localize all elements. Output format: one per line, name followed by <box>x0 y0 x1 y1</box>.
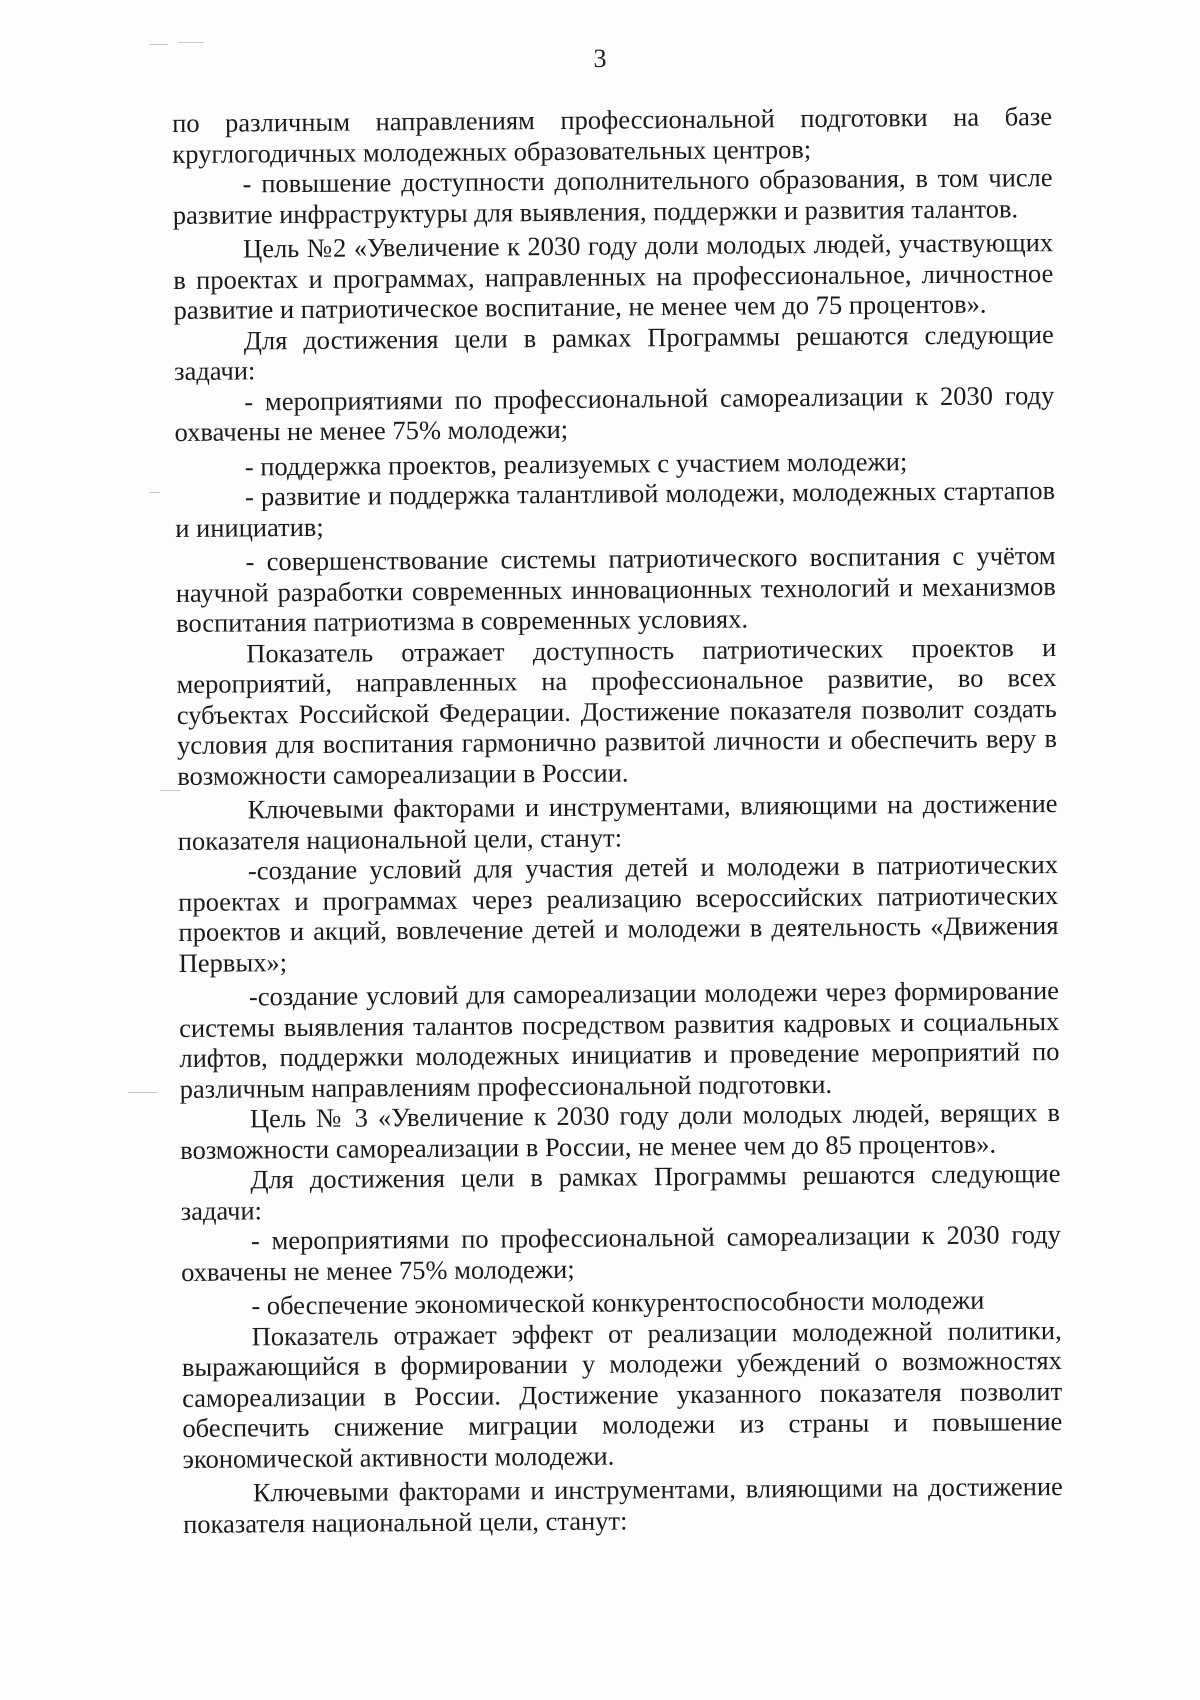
list-item: - мероприятиями по профессиональной самореализации к 2030 году охвачены не менее 75% молодежи; <box>181 1219 1061 1287</box>
goal-3-paragraph: Цель № 3 «Увеличение к 2030 году доли молодых людей, верящих в возможности самореализации в России, не менее чем до 85 процентов». <box>180 1097 1061 1165</box>
list-item: -создание условий для самореализации молодежи через формирование системы выявления талантов посредством развития кадровых и социальных лифтов, поддержки молодежных инициатив и проведение мероприятий по различным направлениям профессиональной подготовки. <box>179 975 1060 1104</box>
key-factors-paragraph: Ключевыми факторами и инструментами, влияющими на достижение показателя национальной цели, станут: <box>177 788 1058 856</box>
scan-speck <box>178 42 204 43</box>
indicator-paragraph: Показатель отражает эффект от реализации молодежной политики, выражающийся в формировании у молодежи убеждений о возможностях самореализации в России. Достижение указанного показателя позволит обеспечить снижение миграции молодежи из страны и повышение экономической активности молодежи. <box>181 1314 1063 1474</box>
document-body <box>172 101 1063 1539</box>
paragraph-continuation: по различным направлениям профессиональной подготовки на базе круглогодичных молодежных образовательных центров; <box>172 101 1053 169</box>
scan-speck <box>150 492 160 493</box>
list-item: - развитие и поддержка талантливой молодежи, молодежных стартапов и инициатив; <box>175 475 1056 543</box>
scan-speck <box>128 1092 158 1093</box>
page-number: 3 <box>593 44 607 73</box>
list-item: -создание условий для участия детей и молодежи в патриотических проектах и программах через реализацию всероссийских патриотических проектов и акций, вовлечение детей и молодежи в деятельность «Движения Первых»; <box>178 849 1059 978</box>
tasks-intro: Для достижения цели в рамках Программы решаются следующие задачи: <box>180 1158 1061 1226</box>
tasks-intro: Для достижения цели в рамках Программы решаются следующие задачи: <box>173 318 1054 386</box>
key-factors-paragraph: Ключевыми факторами и инструментами, влияющими на достижение показателя национальной цели, станут: <box>182 1471 1063 1539</box>
indicator-paragraph: Показатель отражает доступность патриотических проектов и мероприятий, направленных на профессиональное развитие, во всех субъектах Российской Федерации. Достижение показателя позволит создать условия для воспитания гармонично развитой личности и обеспечить веру в возможности самореализации в России. <box>176 631 1058 791</box>
list-item: - мероприятиями по профессиональной самореализации к 2030 году охвачены не менее 75% молодежи; <box>174 379 1055 447</box>
list-item: - совершенствование системы патриотического воспитания с учётом научной разработки современных инновационных технологий и механизмов воспитания патриотизма в современных условиях. <box>175 540 1056 638</box>
list-item: - поддержка проектов, реализуемых с участием молодежи; <box>244 445 908 481</box>
list-item: - повышение доступности дополнительного образования, в том числе развитие инфраструктуры для выявления, поддержки и развития талантов. <box>172 162 1053 230</box>
goal-2-paragraph: Цель №2 «Увеличение к 2030 году доли молодых людей, участвующих в проектах и программах, направленных на профессиональное, личностное развитие и патриотическое воспитание, не менее чем до 75 процентов». <box>173 227 1054 325</box>
list-item: - обеспечение экономической конкурентоспособности молодежи <box>251 1284 985 1321</box>
